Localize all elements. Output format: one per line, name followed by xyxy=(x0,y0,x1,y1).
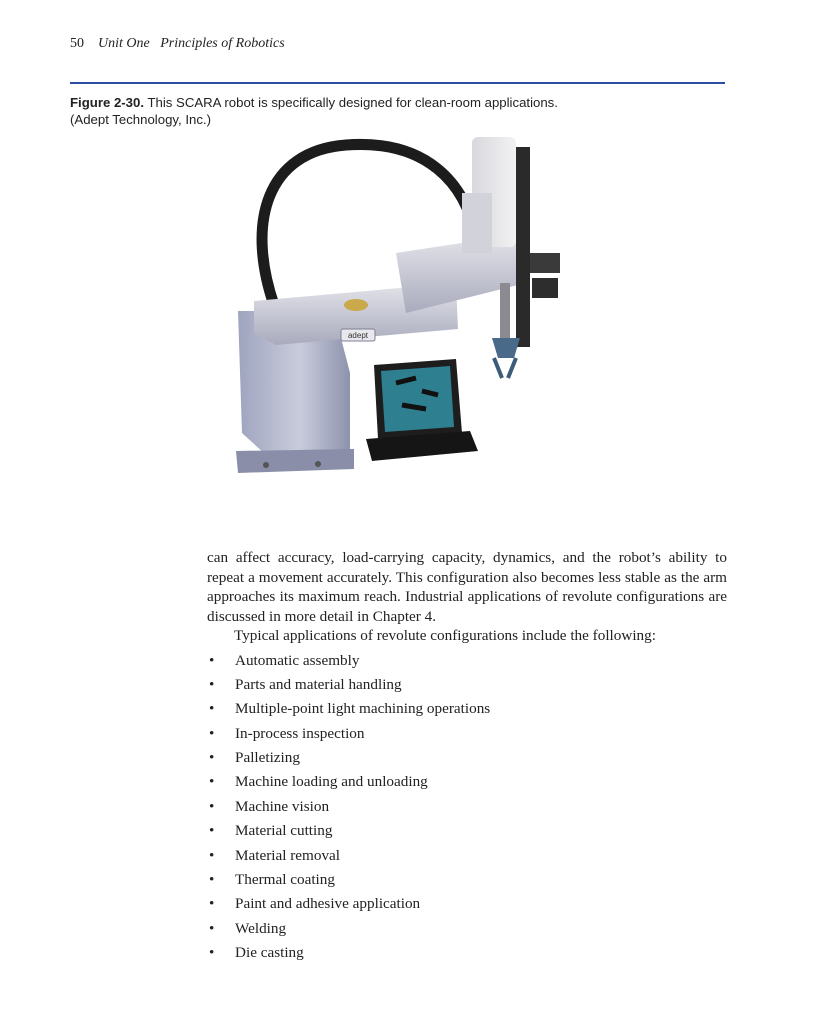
application-label: Thermal coating xyxy=(235,871,335,889)
list-item xyxy=(207,892,727,916)
bullet-icon: • xyxy=(209,944,215,962)
application-label: Welding xyxy=(235,919,287,937)
application-label: Palletizing xyxy=(235,749,300,767)
list-item xyxy=(207,917,727,941)
robot-nameplate: adept xyxy=(347,331,369,340)
bullet-icon: • xyxy=(209,700,215,718)
application-label: Machine loading and unloading xyxy=(235,773,428,791)
application-label: Parts and material handling xyxy=(235,675,402,693)
running-title: Unit One Principles of Robotics xyxy=(98,36,285,51)
body-paragraph: can affect accuracy, load-carrying capacity, dynamics, and the robot’s ability to repeat a movement accurately. This configuration also becomes less stable as the arm approaches its maximum reach. Industrial applications of revolute configurations are discussed in more detail in Chapter 4. xyxy=(207,549,727,625)
page-number: 50 xyxy=(70,36,84,51)
list-item xyxy=(207,941,727,965)
bullet-icon: • xyxy=(209,749,215,767)
header-rule xyxy=(70,82,725,84)
figure-credit: (Adept Technology, Inc.) xyxy=(70,112,211,127)
bullet-icon: • xyxy=(209,871,215,889)
application-label: Paint and adhesive application xyxy=(235,895,421,913)
list-item xyxy=(207,697,727,721)
list-item xyxy=(207,649,727,673)
application-label: Machine vision xyxy=(235,797,330,815)
bullet-icon: • xyxy=(209,822,215,840)
application-label: Material removal xyxy=(235,846,340,864)
bullet-icon: • xyxy=(209,773,215,791)
bullet-icon: • xyxy=(209,675,215,693)
body-text xyxy=(207,548,727,966)
list-item xyxy=(207,844,727,868)
bullet-icon: • xyxy=(209,895,215,913)
application-label: Automatic assembly xyxy=(235,651,360,669)
bullet-icon: • xyxy=(209,724,215,742)
running-header xyxy=(70,36,285,52)
applications-list xyxy=(207,649,727,966)
figure-label: Figure 2-30. xyxy=(70,95,145,110)
bullet-icon: • xyxy=(209,651,215,669)
list-item xyxy=(207,770,727,794)
list-item xyxy=(207,722,727,746)
application-label: Die casting xyxy=(235,944,304,962)
list-item xyxy=(207,673,727,697)
bullet-icon: • xyxy=(209,919,215,937)
bullet-icon: • xyxy=(209,846,215,864)
list-item xyxy=(207,746,727,770)
applications-intro: Typical applications of revolute configurations include the following: xyxy=(234,627,656,644)
application-label: Multiple-point light machining operations xyxy=(235,700,491,718)
scara-robot-photo xyxy=(226,133,566,483)
figure-caption xyxy=(70,94,710,128)
list-item xyxy=(207,819,727,843)
list-item xyxy=(207,868,727,892)
list-item xyxy=(207,795,727,819)
application-label: Material cutting xyxy=(235,822,333,840)
figure-caption-text: This SCARA robot is specifically designed for clean-room applications. xyxy=(147,95,558,110)
application-label: In-process inspection xyxy=(235,724,365,742)
bullet-icon: • xyxy=(209,797,215,815)
